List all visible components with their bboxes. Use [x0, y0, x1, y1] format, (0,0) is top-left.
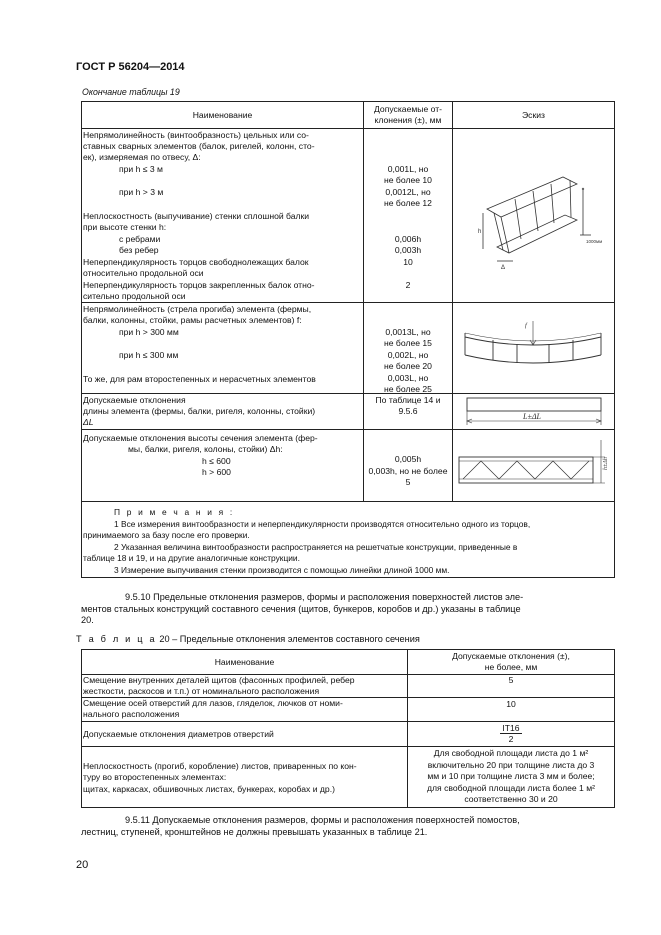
paragraph-line: ментов стальных конструкций составного сечения (щитов, бункеров, коробов и др.) указаны в таблице — [81, 603, 521, 614]
row3-value-cell — [364, 394, 453, 430]
row3-value: По таблице 14 и — [375, 395, 441, 405]
row1-sketch-cell — [453, 129, 615, 303]
t20-row1-value — [408, 675, 615, 698]
paragraph-line: лестниц, ступеней, кронштейнов не должны превышать указанных в таблице 21. — [81, 826, 428, 837]
col-header-name: Наименование — [82, 650, 408, 675]
t20-row4-name — [82, 747, 408, 808]
paragraph-line: 20. — [81, 615, 94, 626]
row1-text: при h > 3 м — [119, 187, 164, 197]
row1-value: 0,0012L, но — [385, 187, 431, 197]
row1-text: ставных сварных элементов (балок, ригелей, колонн, сто- — [83, 141, 315, 151]
row-value: мм и 10 при толщине листа 3 мм и более; — [427, 771, 595, 781]
table-19 — [81, 101, 615, 578]
sketch-label-length: L±ΔL — [523, 412, 541, 421]
row1-value-cell — [364, 129, 453, 303]
row2-sketch-cell — [453, 303, 615, 394]
t20-row4-value — [408, 747, 615, 808]
row3-value: 9.5.6 — [398, 406, 418, 416]
row3-text: ΔL — [83, 417, 94, 427]
row2-text: при h > 300 мм — [119, 327, 179, 337]
row2-text: балки, колонны, стойки, рамы расчетных элементов) f: — [83, 315, 302, 325]
row-text: щитах, каркасах, обшивочных листах, бункерах, коробах и др.) — [83, 784, 335, 794]
table-row — [82, 747, 615, 808]
row1-value: не более 12 — [384, 198, 432, 208]
col-header-tolerance: Допускаемые от- клонения (±), мм — [364, 102, 453, 129]
row1-text: сительно продольной оси — [83, 291, 186, 301]
paragraph-9-5-11 — [81, 815, 614, 838]
col-header-sketch: Эскиз — [453, 102, 615, 129]
row2-name-cell — [82, 303, 364, 394]
note-text: принимаемого за базу после его проверки. — [83, 530, 250, 540]
row-text: Допускаемые отклонения диаметров отверстий — [83, 729, 274, 739]
row2-value: 0,002L, но — [387, 350, 429, 360]
table-row — [82, 675, 615, 698]
table-20-caption — [76, 634, 420, 645]
row-text: нального расположения — [83, 709, 180, 719]
row-text: Неплоскостность (прогиб, коробление) листов, приваренных по кон- — [83, 761, 357, 771]
col-header-name: Наименование — [82, 102, 364, 129]
row3-name-cell — [82, 394, 364, 430]
row1-value: не более 10 — [384, 175, 432, 185]
row4-text: h ≤ 600 — [202, 456, 231, 466]
table-row — [82, 722, 615, 747]
note-text: 2 Указанная величина винтообразности распространяется на решетчатые конструкции, приведенные в — [114, 542, 518, 552]
row2-value: не более 20 — [384, 361, 432, 371]
row2-value: не более 25 — [384, 384, 432, 394]
t20-row1-name — [82, 675, 408, 698]
table-row — [82, 129, 615, 303]
row1-text: с ребрами — [119, 234, 161, 244]
row4-value: 0,003h, но не более — [368, 466, 448, 476]
table-row — [82, 698, 615, 722]
row1-text: Неперпендикулярность торцов закрепленных балок отно- — [83, 280, 315, 290]
table-20 — [81, 649, 615, 808]
row2-text: То же, для рам второстепенных и нерасчетных элементов — [83, 374, 316, 384]
row3-text: Допускаемые отклонения — [83, 395, 186, 405]
note-text: 1 Все измерения винтообразности и неперпендикулярности производятся относительно одного из торцов, — [114, 519, 531, 529]
row-value: включительно 20 при толщине листа до 3 — [427, 760, 595, 770]
table-notes — [82, 502, 615, 578]
page-number: 20 — [76, 859, 89, 871]
notes-title: П р и м е ч а н и я : — [114, 507, 235, 517]
caption-text: 20 – Предельные отклонения элементов составного сечения — [159, 634, 420, 644]
caption-prefix: Т а б л и ц а — [76, 634, 157, 644]
sketch-label-h: h — [478, 229, 482, 235]
row1-text: Неперпендикулярность торцов свободнолежащих балок — [83, 257, 309, 267]
row1-text: относительно продольной оси — [83, 268, 204, 278]
truss-height-sketch — [453, 430, 613, 500]
row4-text: мы, балки, ригеля, колоны, стойки) Δh: — [128, 444, 283, 454]
row4-value: 5 — [405, 477, 411, 487]
paragraph-line: 9.5.11 Допускаемые отклонения размеров, формы и расположения поверхностей помостов, — [125, 815, 520, 825]
row4-name-cell — [82, 430, 364, 502]
row-value: 10 — [506, 699, 516, 709]
paragraph-9-5-10 — [81, 592, 614, 627]
row-value: соответственно 30 и 20 — [464, 794, 558, 804]
table-continuation-label: Окончание таблицы 19 — [82, 87, 180, 97]
table-header-row — [82, 102, 615, 129]
row1-value: 0,006h — [394, 234, 422, 244]
length-sketch — [453, 394, 613, 428]
table-notes-row — [82, 502, 615, 578]
row2-value-cell — [364, 303, 453, 394]
row1-text: Неплоскостность (выпучивание) стенки сплошной балки — [83, 211, 310, 221]
note-text: таблице 18 и 19, и на другие аналогичные конструкции. — [83, 553, 300, 563]
row-text: Смещение осей отверстий для лазов, гляделок, лючков от номи- — [83, 698, 343, 708]
table-row — [82, 303, 615, 394]
row1-name-cell — [82, 129, 364, 303]
col-header-tolerance: Допускаемые отклонения (±), не более, мм — [408, 650, 615, 675]
row-value: Для свободной площади листа до 1 м² — [433, 748, 589, 758]
row2-value: 0,0013L, но — [385, 327, 431, 337]
table-row — [82, 430, 615, 502]
note-text: 3 Измерение выпучивания стенки производится с помощью линейки длиной 1000 мм. — [114, 565, 450, 575]
row4-value: 0,005h — [394, 454, 422, 464]
row2-text: Непрямолинейность (стрела прогиба) элемента (фермы, — [83, 304, 312, 314]
row1-value: 10 — [403, 257, 413, 267]
sketch-label-1000: 1000мм — [586, 239, 603, 244]
row-text: жесткости, раскосов и т.п.) от номинального расположения — [83, 686, 320, 696]
sketch-label-f: f — [525, 322, 527, 329]
paragraph-line: 9.5.10 Предельные отклонения размеров, формы и расположения поверхностей листов эле- — [125, 592, 524, 602]
row1-value: 0,003h — [394, 245, 422, 255]
t20-row3-name — [82, 722, 408, 747]
table-header-row — [82, 650, 615, 675]
row2-value: 0,003L, но — [387, 373, 429, 383]
row3-sketch-cell — [453, 394, 615, 430]
deflected-truss-sketch — [453, 303, 613, 392]
row-text: туру во второстепенных элементах: — [83, 772, 227, 782]
row3-text: длины элемента (фермы, балки, ригеля, колонны, стойки) — [83, 406, 316, 416]
row4-sketch-cell — [453, 430, 615, 502]
row2-value: не более 15 — [384, 338, 432, 348]
row1-text: Непрямолинейность (винтообразность) цельных или со- — [83, 130, 309, 140]
t20-row2-value — [408, 698, 615, 722]
row1-text: без ребер — [119, 245, 159, 255]
row4-text: Допускаемые отклонения высоты сечения элемента (фер- — [83, 433, 318, 443]
row1-text: при высоте стенки h: — [83, 222, 167, 232]
row-value: для свободной площади листа более 1 м² — [427, 783, 595, 793]
sketch-label-delta: Δ — [501, 265, 506, 271]
fraction-denominator: 2 — [508, 734, 514, 744]
twisted-beam-sketch — [453, 129, 613, 301]
row1-value: 2 — [405, 280, 411, 290]
row2-text: при h ≤ 300 мм — [119, 350, 179, 360]
row-value: 5 — [508, 675, 514, 685]
row-text: Смещение внутренних деталей щитов (фасонных профилей, ребер — [83, 675, 355, 685]
row1-value: 0,001L, но — [387, 164, 429, 174]
t20-row3-value — [408, 722, 615, 747]
document-header: ГОСТ Р 56204—2014 — [76, 61, 185, 73]
row4-text: h > 600 — [202, 467, 231, 477]
sketch-label-height: h±Δh — [603, 457, 609, 470]
t20-row2-name — [82, 698, 408, 722]
row4-value-cell — [364, 430, 453, 502]
row1-text: ек), измеряемая по отвесу, Δ: — [83, 152, 201, 162]
row1-text: при h ≤ 3 м — [119, 164, 163, 174]
fraction-numerator: IT16 — [502, 723, 520, 733]
table-row — [82, 394, 615, 430]
